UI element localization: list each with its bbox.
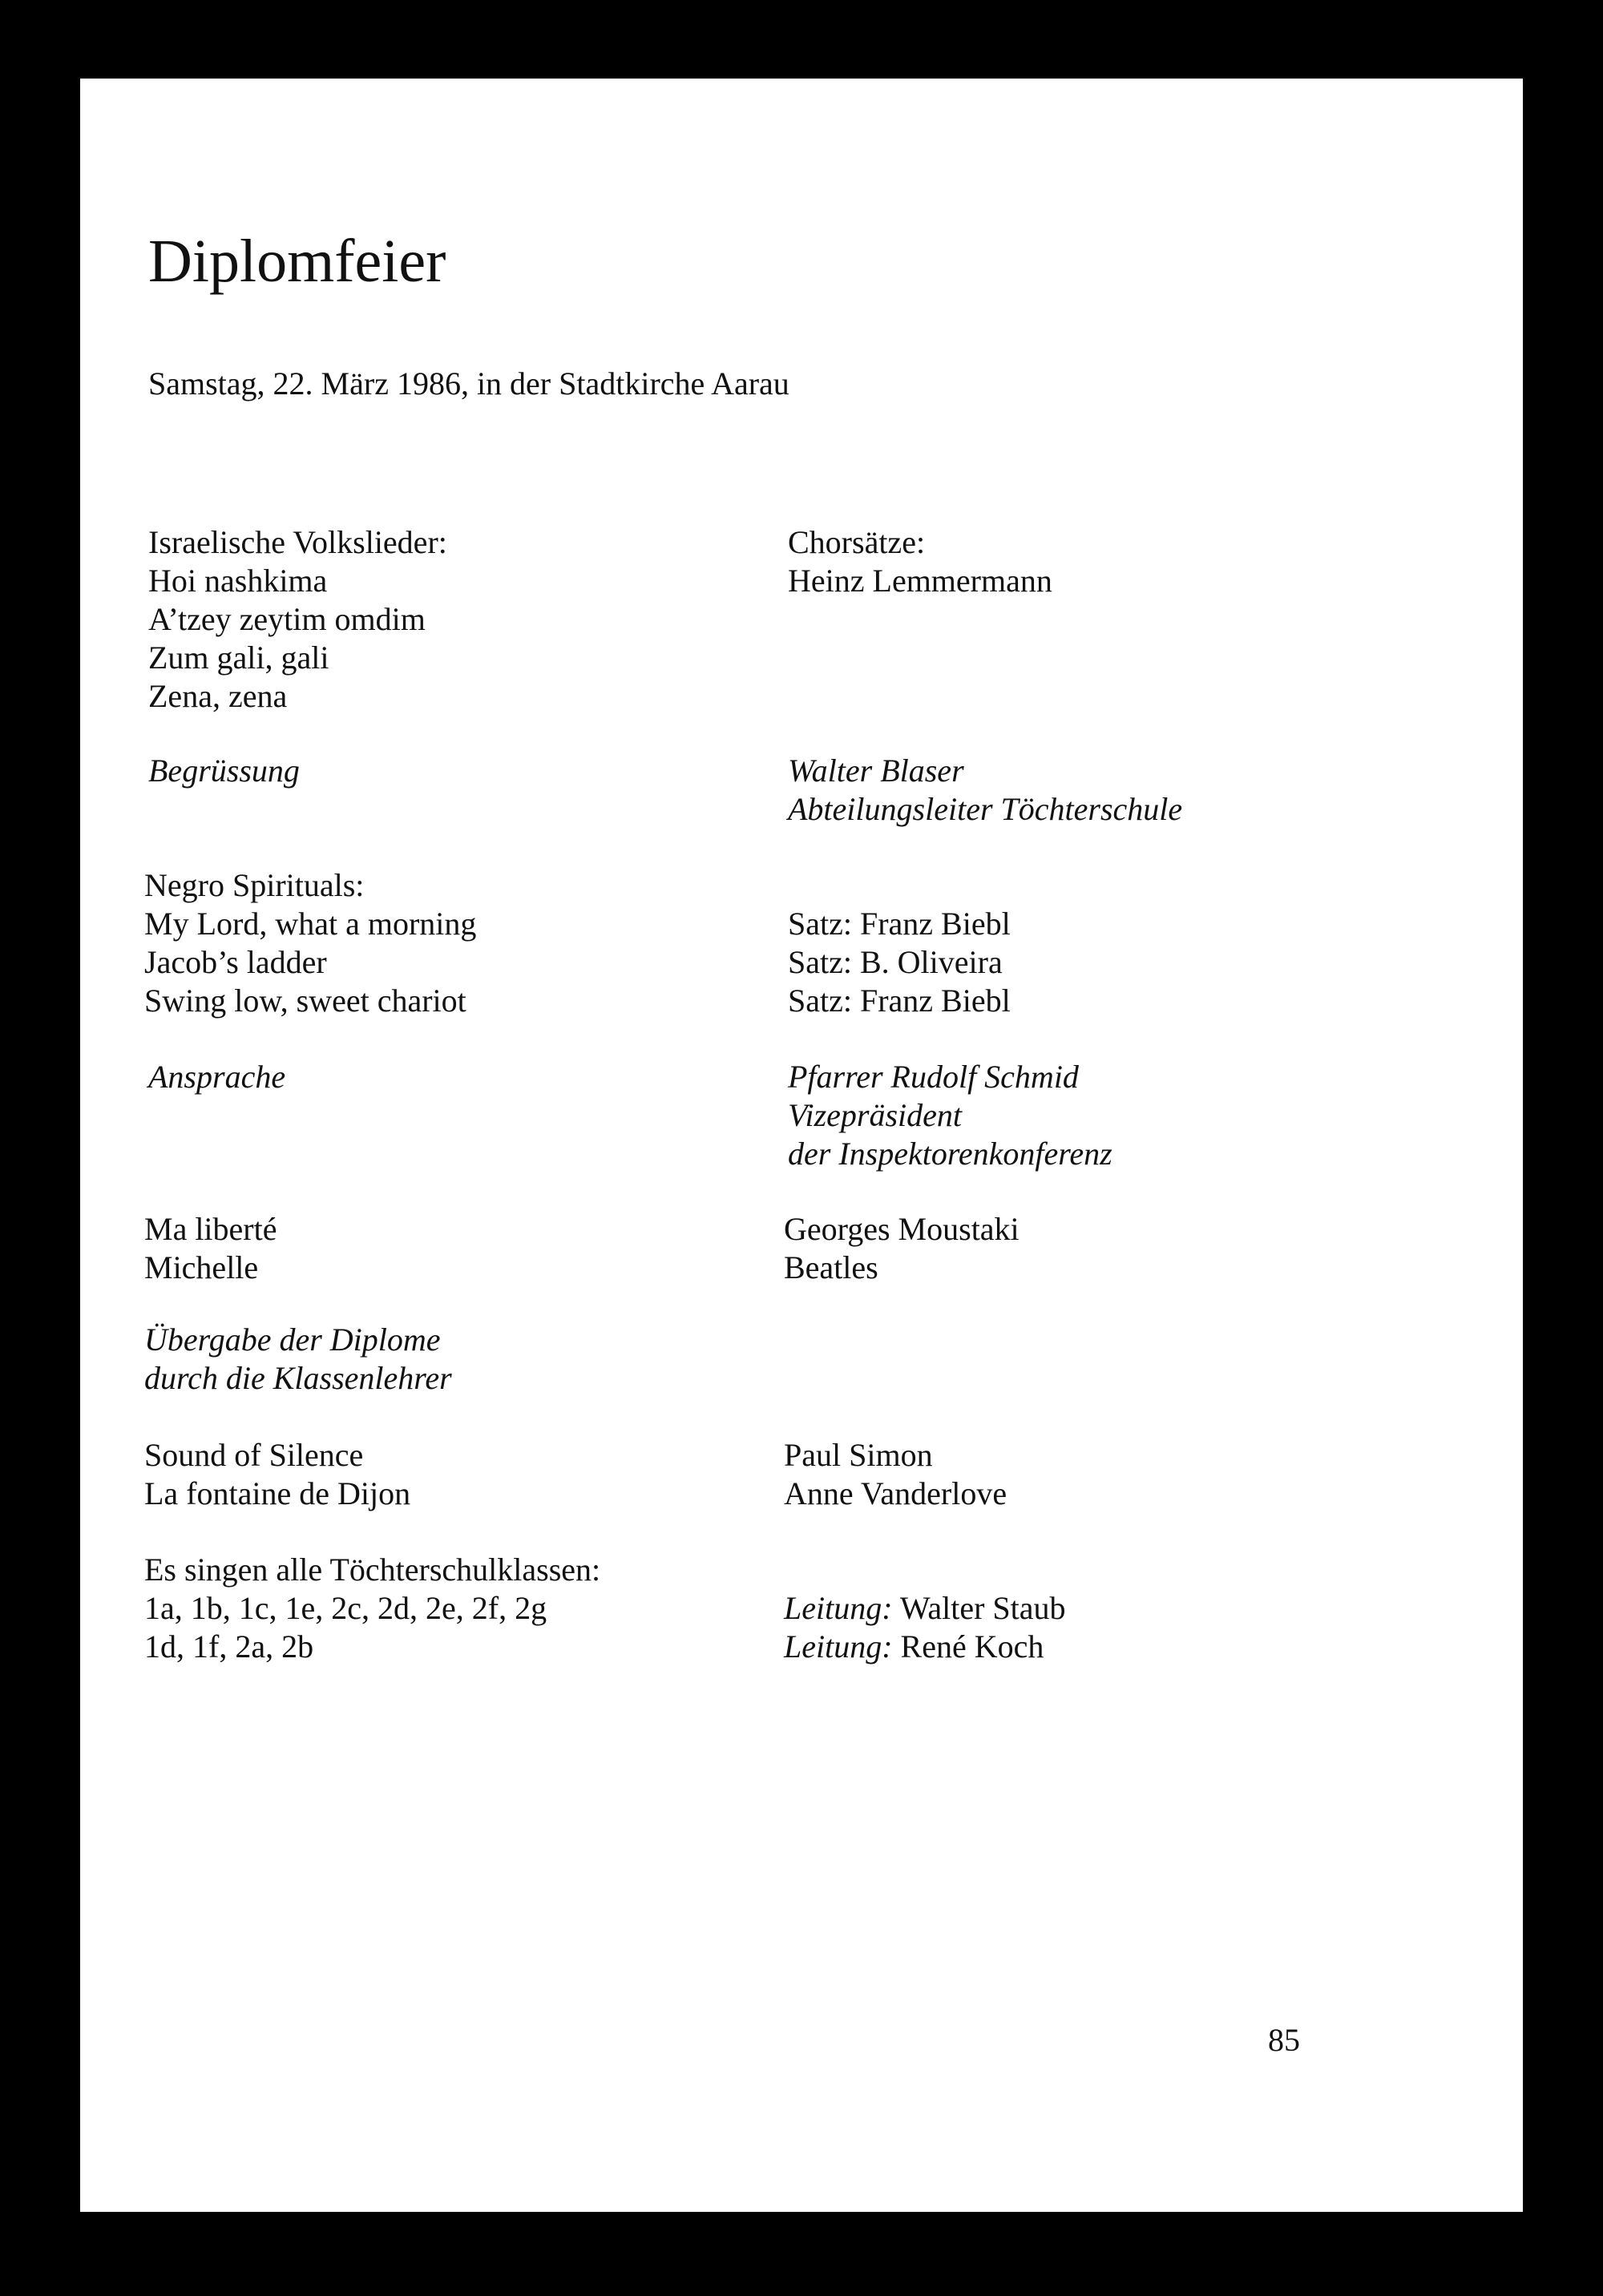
class-group: 1a, 1b, 1c, 1e, 2c, 2d, 2e, 2f, 2g bbox=[144, 1590, 547, 1626]
choir-classes bbox=[144, 1551, 600, 1666]
final-songs-composers bbox=[784, 1436, 1007, 1513]
volkslieder-arranger bbox=[788, 523, 1052, 600]
choir-leaders bbox=[784, 1589, 1066, 1666]
composer-name: Beatles bbox=[784, 1249, 878, 1285]
volkslieder-heading: Israelische Volkslieder: bbox=[148, 524, 447, 560]
begruessung-speaker bbox=[788, 752, 1182, 829]
list-item: Zum gali, gali bbox=[148, 640, 329, 676]
arranger-label: Chorsätze: bbox=[788, 524, 926, 560]
event-date-location: Samstag, 22. März 1986, in der Stadtkirche Aarau bbox=[148, 365, 789, 401]
leader-label: Leitung: bbox=[784, 1590, 893, 1626]
arranger-name: Heinz Lemmermann bbox=[788, 563, 1052, 599]
program-item-label: Übergabe der Diplome bbox=[144, 1322, 441, 1358]
program-item-label: Ansprache bbox=[148, 1059, 286, 1095]
page-number: 85 bbox=[1268, 2022, 1300, 2058]
arrangement-credit: Satz: B. Oliveira bbox=[788, 944, 1003, 980]
leader-label: Leitung: bbox=[784, 1628, 893, 1664]
list-item: Hoi nashkima bbox=[148, 563, 328, 599]
ansprache-speaker bbox=[788, 1058, 1112, 1173]
chansons-composers bbox=[784, 1210, 1020, 1287]
list-item: Swing low, sweet chariot bbox=[144, 983, 466, 1019]
begruessung-item bbox=[148, 752, 300, 790]
speaker-role: Abteilungsleiter Töchterschule bbox=[788, 791, 1183, 827]
leader-name: Walter Staub bbox=[899, 1590, 1066, 1626]
list-item: A’tzey zeytim omdim bbox=[148, 601, 426, 637]
leader-line bbox=[784, 1628, 1066, 1666]
chansons-list bbox=[144, 1210, 277, 1287]
program-item-label: durch die Klassenlehrer bbox=[144, 1360, 452, 1396]
leader-name: René Koch bbox=[900, 1628, 1044, 1664]
leader-line bbox=[784, 1589, 1066, 1628]
volkslieder-list bbox=[148, 523, 447, 716]
list-item: My Lord, what a morning bbox=[144, 906, 477, 942]
composer-name: Paul Simon bbox=[784, 1437, 933, 1473]
list-item: Jacob’s ladder bbox=[144, 944, 327, 980]
ansprache-item bbox=[148, 1058, 285, 1096]
composer-name: Anne Vanderlove bbox=[784, 1475, 1007, 1511]
list-item: La fontaine de Dijon bbox=[144, 1475, 411, 1511]
class-group: 1d, 1f, 2a, 2b bbox=[144, 1628, 314, 1664]
program-item-label: Begrüssung bbox=[148, 753, 300, 789]
speaker-name: Walter Blaser bbox=[788, 753, 964, 789]
list-item: Zena, zena bbox=[148, 678, 288, 714]
uebergabe-item bbox=[144, 1321, 452, 1398]
spirituals-arrangements bbox=[788, 905, 1011, 1020]
page-title: Diplomfeier bbox=[148, 228, 446, 295]
composer-name: Georges Moustaki bbox=[784, 1211, 1020, 1247]
list-item: Ma liberté bbox=[144, 1211, 277, 1247]
spirituals-heading: Negro Spirituals: bbox=[144, 867, 365, 903]
speaker-name: Pfarrer Rudolf Schmid bbox=[788, 1059, 1079, 1095]
document-page bbox=[80, 79, 1523, 2212]
final-songs-list bbox=[144, 1436, 410, 1513]
arrangement-credit: Satz: Franz Biebl bbox=[788, 983, 1011, 1019]
list-item: Sound of Silence bbox=[144, 1437, 364, 1473]
speaker-role: Vizepräsident bbox=[788, 1097, 963, 1133]
arrangement-credit: Satz: Franz Biebl bbox=[788, 906, 1011, 942]
choir-heading: Es singen alle Töchterschulklassen: bbox=[144, 1552, 601, 1588]
speaker-role: der Inspektorenkonferenz bbox=[788, 1136, 1112, 1172]
spirituals-list bbox=[144, 866, 476, 1020]
list-item: Michelle bbox=[144, 1249, 259, 1285]
